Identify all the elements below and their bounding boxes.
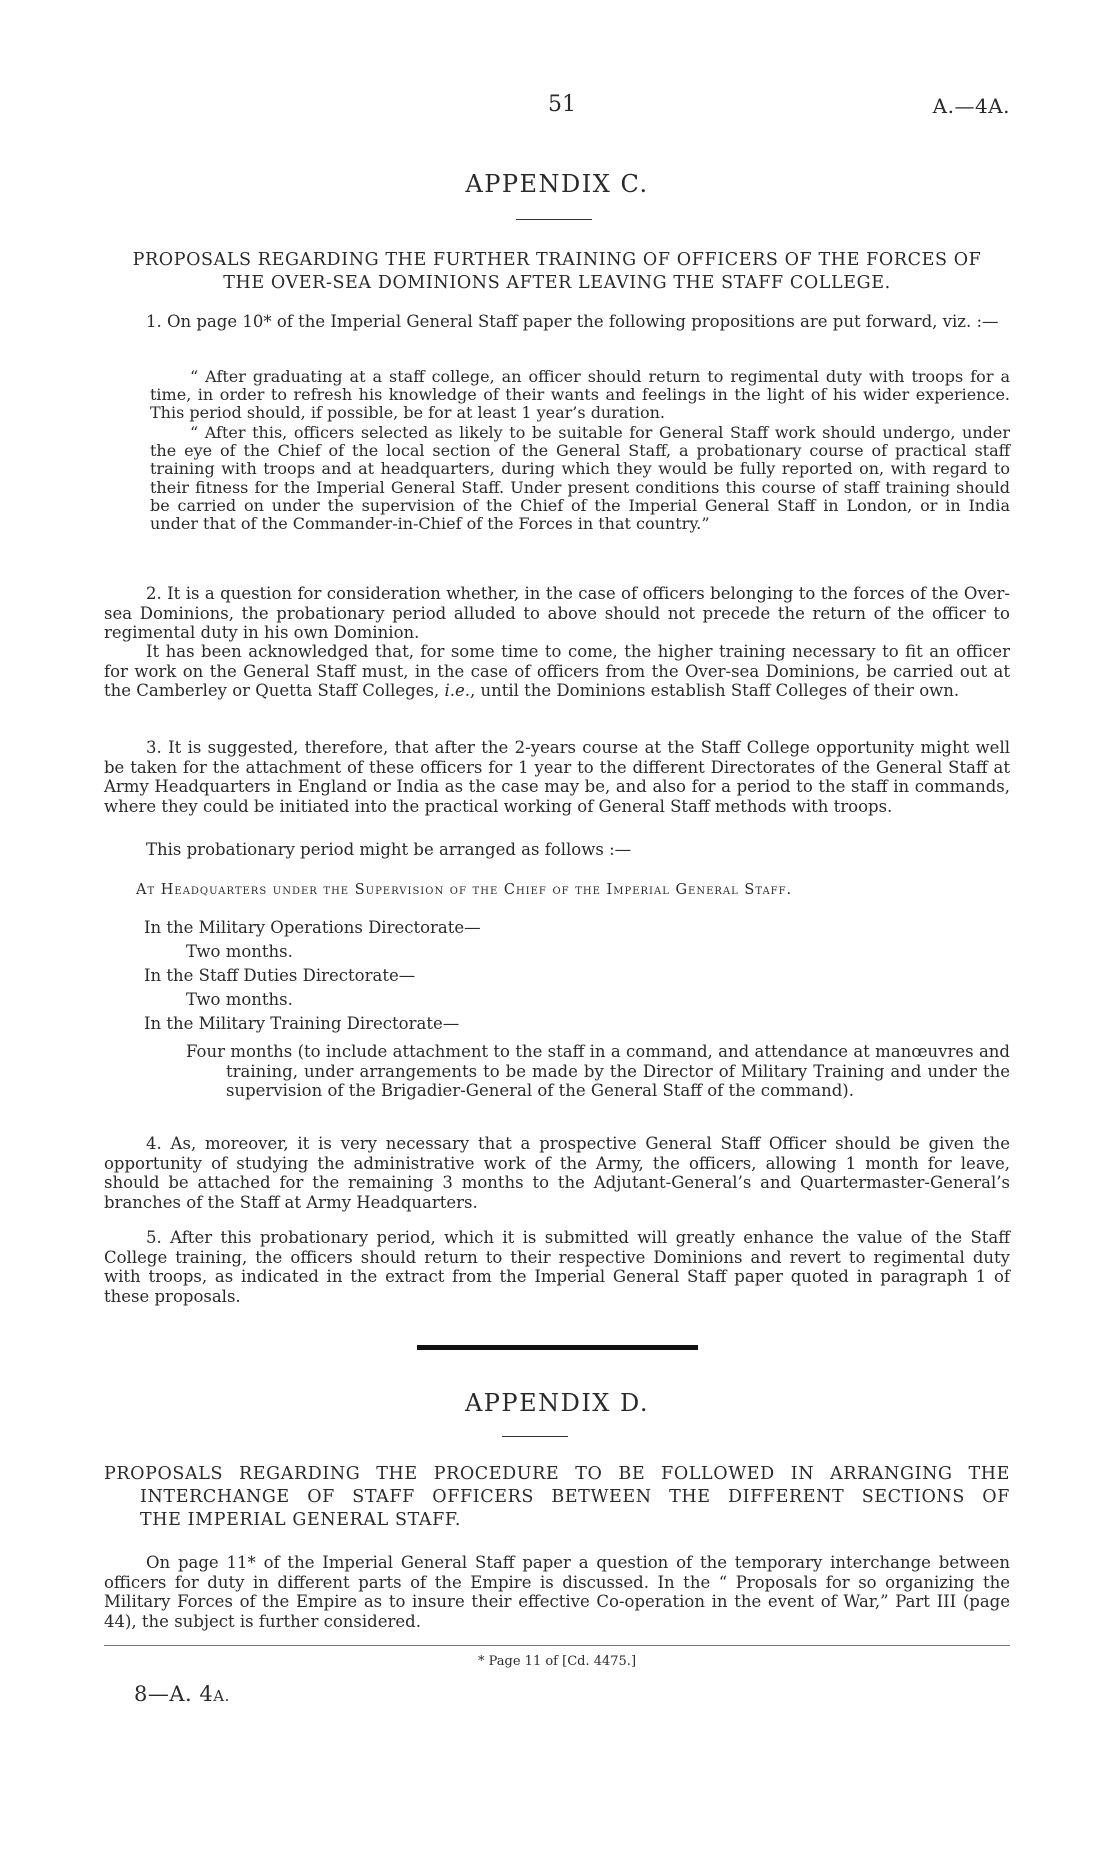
list-item-detail: Four months (to include attachment to the staff in a command, and attendance at manœuvres and training, under arrangements to be made by the Director of Military Training and under the supervision of the Brigadier-General of the General Staff of the command). [186, 1042, 1010, 1101]
list-item: In the Military Operations Directorate— [144, 918, 481, 937]
section-divider [417, 1345, 698, 1350]
footnote-rule [104, 1645, 1010, 1646]
paragraph-3: 3. It is suggested, therefore, that after the 2-years course at the Staff College opportunity might well be taken for the attachment of these officers for 1 year to the different Directorates of the General Staff at Army Headquarters in England or India as the case may be, and also for a period to the staff in commands, where they could be initiated into the practical working of General Staff methods with troops. [104, 738, 1010, 816]
appendix-d-heading [104, 1463, 1010, 1532]
ie-abbrev: i.e. [444, 681, 470, 701]
paragraph-2: 2. It is a question for consideration whether, in the case of officers belonging to the forces of the Over-sea Dominions, the probationary period alluded to above should not precede the return of the officer to regimental duty in his own Dominion. [104, 584, 1010, 643]
paragraph-2b-text: , until the Dominions establish Staff Colleges of their own. [469, 681, 960, 701]
appendix-d-title: APPENDIX D. [464, 1389, 650, 1417]
list-item-detail: Two months. [186, 942, 293, 961]
list-item: In the Military Training Directorate— [144, 1014, 460, 1033]
appendix-c-heading [100, 249, 1014, 295]
appendix-c-title: APPENDIX C. [465, 170, 649, 198]
paragraph-2b-text: It has been acknowledged that, for some time to come, the higher training necessary to fit an officer for work on the General Staff must, in the case of officers from the Over-sea Dominions, be carried out at the Camberley or Quetta Staff Colleges, [104, 642, 1010, 701]
paragraph-4: 4. As, moreover, it is very necessary that a prospective General Staff Officer should be given the opportunity of studying the administrative work of the Army, the officers, allowing 1 month for leave, should be attached for the remaining 3 months to the Adjutant-General’s and Quartermaster-General’s branches of the Staff at Army Headquarters. [104, 1134, 1010, 1212]
subheading: At Headquarters under the Supervision of the Chief of the Imperial General Staff. [136, 882, 793, 898]
heading-line: PROPOSALS REGARDING THE PROCEDURE TO BE FOLLOWED IN ARRANGING THE [104, 1464, 1010, 1484]
title-rule [502, 1436, 568, 1437]
quote-paragraph-2: “ After this, officers selected as likely to be suitable for General Staff work should undergo, under the eye of the Chief of the local section of the General Staff, a probationary course of practical staff training with troops and at headquarters, during which they would be fully reported on, with regard to their fitness for the Imperial General Staff. Under present conditions this course of staff training should be carried on under the supervision of the Chief of the Imperial General Staff in London, or in India under that of the Commander-in-Chief of the Forces in that country.” [150, 423, 1010, 534]
paragraph-2b [104, 642, 1010, 701]
list-item-detail: Two months. [186, 990, 293, 1009]
paragraph-5: 5. After this probationary period, which it is submitted will greatly enhance the value of the Staff College training, the officers should return to their respective Dominions and revert to regimental duty with troops, as indicated in the extract from the Imperial General Staff paper quoted in paragraph 1 of these proposals. [104, 1228, 1010, 1306]
paragraph-1: 1. On page 10* of the Imperial General Staff paper the following propositions are put forward, viz. :— [146, 312, 999, 331]
list-item: In the Staff Duties Directorate— [144, 966, 416, 985]
paragraph-3b: This probationary period might be arranged as follows :— [146, 840, 632, 859]
footnote: * Page 11 of [Cd. 4475.] [477, 1654, 637, 1669]
signature-mark [134, 1682, 230, 1706]
quote-paragraph-1: “ After graduating at a staff college, an officer should return to regimental duty with troops for a time, in order to refresh his knowledge of their wants and feelings in the light of his wider experience. This period should, if possible, be for at least 1 year’s duration. [150, 367, 1010, 423]
title-rule [516, 219, 592, 220]
heading-line: PROPOSALS REGARDING THE FURTHER TRAINING OF OFFICERS OF THE FORCES OF [132, 250, 982, 270]
signature-suffix: A. [213, 1687, 230, 1705]
heading-line: THE IMPERIAL GENERAL STAFF. [140, 1510, 462, 1530]
page-number: 51 [548, 92, 576, 117]
signature-main: 8—A. 4 [134, 1682, 214, 1706]
heading-line: THE OVER-SEA DOMINIONS AFTER LEAVING THE STAFF COLLEGE. [223, 273, 891, 293]
document-reference: A.—4A. [932, 94, 1010, 118]
heading-line: INTERCHANGE OF STAFF OFFICERS BETWEEN THE DIFFERENT SECTIONS OF [140, 1487, 1010, 1507]
appendix-d-paragraph-1: On page 11* of the Imperial General Staff paper a question of the temporary interchange between officers for duty in different parts of the Empire is discussed. In the “ Proposals for so organizing the Military Forces of the Empire as to insure their effective Co-operation in the event of War,” Part III (page 44), the subject is further considered. [104, 1553, 1010, 1631]
